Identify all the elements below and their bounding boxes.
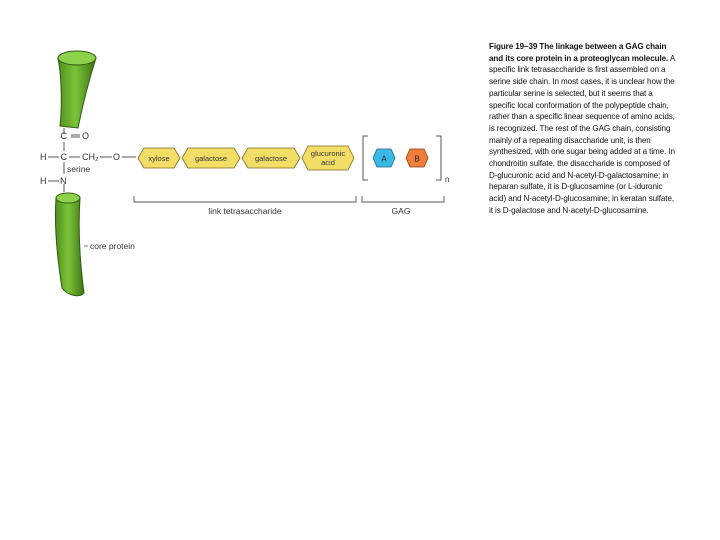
link-tetrasaccharide-bracket	[134, 196, 356, 202]
gag-bracket	[362, 196, 444, 202]
sugar-galactose-1	[182, 148, 240, 168]
amide-hydrogen-label: H	[40, 176, 47, 186]
alpha-carbon-label: C	[60, 152, 67, 162]
repeat-count-n: n	[445, 175, 450, 184]
sugar-b	[406, 149, 428, 167]
core-protein-label: core protein	[90, 241, 135, 251]
ether-oxygen-label: O	[113, 152, 121, 162]
glucuronic-label-line2: acid	[321, 158, 335, 167]
sugar-a	[373, 149, 395, 167]
caption-body: A specific link tetrasaccharide is first assembled on a serine side chain. In most cases, it is unclear how the particular serine is selected, but it seems that a specific local conformation of the polypeptide chain, rather than a specific linear sequence of amino acids, is recognized. The rest of the GAG chain, consisting mainly of a repeating disaccharide unit, is then synthesized, with one sugar being added at a time. In chondroitin sulfate, the disaccharide is composed of D-glucuronic acid and N-acetyl-D-galactosamine; in heparan sulfate, it is D-glucosamine (or L-iduronic acid) and N-acetyl-D-glucosamine; in keratan sulfate, it is D-galactose and N-acetyl-D-glucosamine.	[489, 53, 675, 215]
sugar-glucuronic-acid	[302, 146, 354, 170]
carbonyl-carbon-label: C	[60, 131, 67, 141]
serine-label: serine	[67, 164, 91, 174]
gag-label: GAG	[391, 206, 411, 216]
figure-caption	[489, 41, 677, 217]
core-protein-lower-segment	[55, 193, 84, 296]
serine-chemistry-labels	[40, 131, 120, 186]
galactose-2-label: galactose	[254, 154, 288, 163]
peptide-backbone-bonds	[48, 128, 112, 192]
galactose-1-label: galactose	[194, 154, 228, 163]
carbonyl-oxygen-label: O	[82, 131, 90, 141]
glucuronic-label-line1: glucuronic	[310, 149, 346, 158]
sugar-xylose	[138, 148, 180, 168]
ch2-label: CH₂	[82, 152, 99, 162]
sugar-a-label: A	[381, 154, 387, 164]
caption-title: Figure 19–39 The linkage between a GAG chain and its core protein in a proteoglycan molecule.	[489, 42, 669, 63]
amide-nitrogen-label: N	[60, 176, 67, 186]
xylose-label: xylose	[148, 154, 170, 163]
link-tetrasaccharide-label: link tetrasaccharide	[208, 206, 282, 216]
sugar-galactose-2	[242, 148, 300, 168]
core-protein-upper-segment	[58, 51, 96, 128]
sugar-b-label: B	[414, 154, 420, 164]
proteoglycan-linkage-diagram	[40, 38, 480, 300]
alpha-hydrogen-label: H	[40, 152, 47, 162]
